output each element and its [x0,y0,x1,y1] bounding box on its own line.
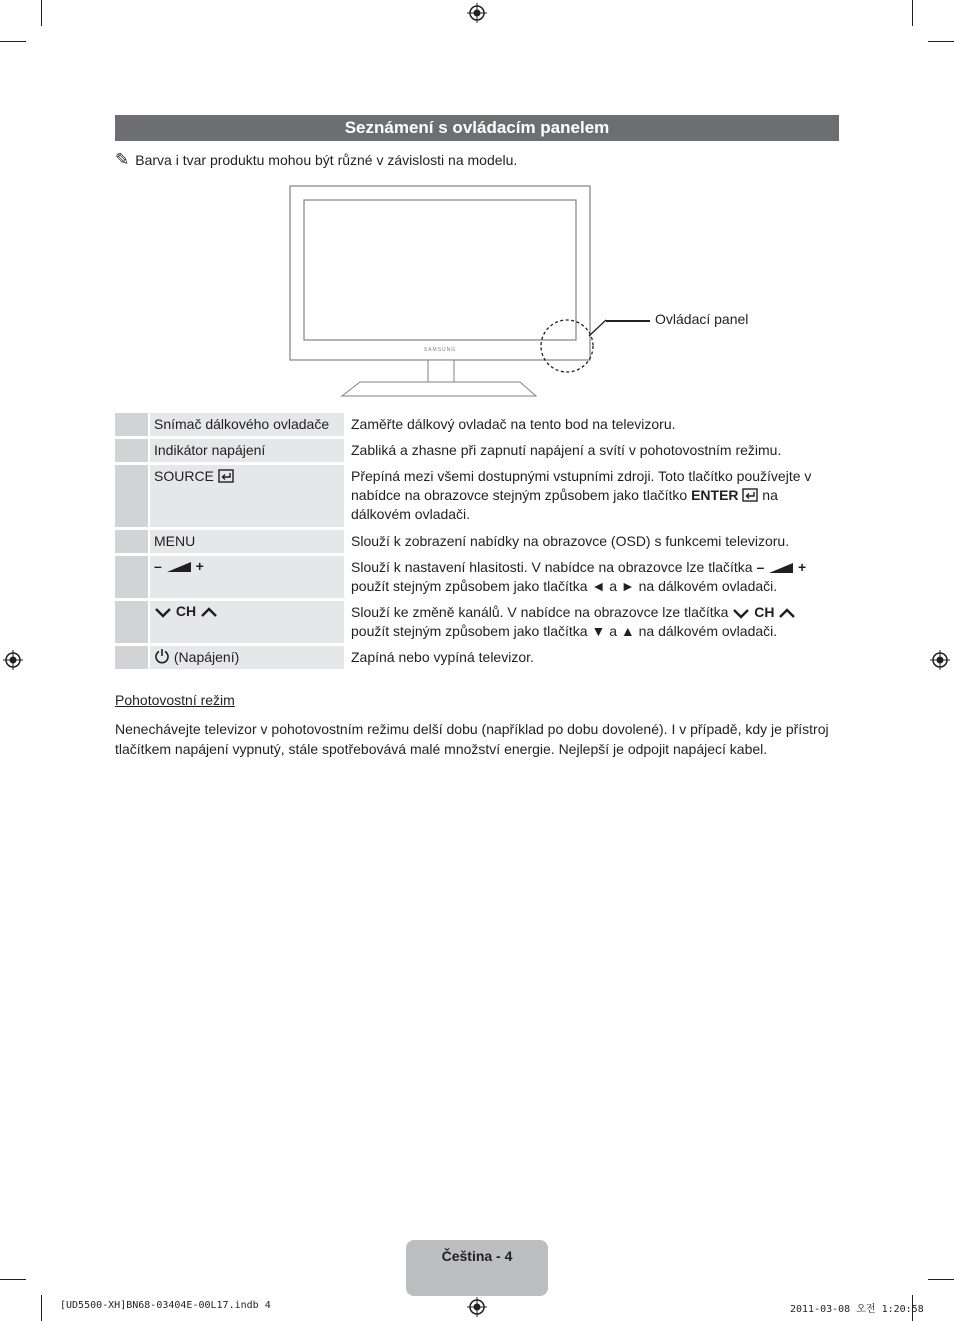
table-row [115,439,839,462]
crop-mark [928,41,954,42]
volume-wedge-icon [166,561,192,573]
chevron-up-icon [778,607,796,619]
table-row [115,601,839,643]
file-slug: [UD5500-XH]BN68-03404E-00L17.indb 4 [60,1300,271,1311]
crop-mark [0,1279,26,1280]
callout-line [606,320,650,322]
registration-mark-icon [3,650,23,670]
enter-icon [218,469,234,483]
control-desc: Slouží k nastavení hlasitosti. V nabídce na obrazovce lze tlačítka – + použít stejným způsobem jako tlačítka ◄ a ► na dálkovém ovladači. [351,559,807,594]
control-name: MENU [154,533,196,549]
control-name: Indikátor napájení [154,442,266,458]
table-row [115,530,839,553]
crop-mark [0,41,26,42]
table-row [115,646,839,669]
control-desc: Slouží k zobrazení nabídky na obrazovce (OSD) s funkcemi televizoru. [351,533,790,549]
volume-wedge-icon [768,562,794,574]
enter-icon [742,488,758,502]
control-name-source: SOURCE [154,468,214,484]
section-title: Seznámení s ovládacím panelem [115,115,839,141]
control-desc: Zaměřte dálkový ovladač na tento bod na televizoru. [351,416,676,432]
control-panel-callout: Ovládací panel [655,311,749,327]
table-row [115,465,839,527]
power-icon [154,648,170,664]
registration-mark-icon [467,1297,487,1317]
control-name: Snímač dálkového ovladače [154,416,330,432]
table-row [115,556,839,598]
registration-mark-icon [467,3,487,23]
note-text: Barva i tvar produktu mohou být různé v závislosti na modelu. [135,152,518,168]
volume-minus-label: – [154,558,162,574]
chevron-down-icon [732,607,750,619]
crop-mark [912,0,913,26]
standby-paragraph: Nenechávejte televizor v pohotovostním režimu delší dobu (například po dobu dovolené). I v případě, kdy je přístroj tlačítkem napájení vypnutý, stále spotřebovává malé množství energie. Nejlepší je odpojit napájecí kabel. [115,721,829,757]
control-desc: Přepíná mezi všemi dostupnými vstupními zdroji. Toto tlačítko používejte v nabídce na obrazovce stejným způsobem jako tlačítko ENTER na dálkovém ovladači. [351,468,812,522]
crop-mark [41,1295,42,1321]
volume-plus-label: + [195,558,204,574]
channel-label: CH [175,603,197,619]
control-desc: Slouží ke změně kanálů. V nabídce na obrazovce lze tlačítka CH použít stejným způsobem jako tlačítka ▼ a ▲ na dálkovém ovladači. [347,601,839,643]
control-desc: Zapíná nebo vypíná televizor. [351,649,534,665]
control-name: (Napájení) [173,649,240,665]
pencil-note-icon: ✎ [115,150,130,169]
control-table [115,410,839,672]
tv-brand-label: SAMSUNG [423,347,457,353]
table-row [115,413,839,436]
chevron-down-icon [154,606,172,618]
chevron-up-icon [200,606,218,618]
crop-mark [928,1279,954,1280]
page-label: Čeština - 4 [441,1248,513,1264]
crop-mark [41,0,42,26]
page-number-tab [406,1240,548,1296]
registration-mark-icon [930,650,950,670]
standby-heading: Pohotovostní režim [115,692,235,708]
tv-illustration [286,184,606,404]
note [115,150,517,170]
control-desc: Zabliká a zhasne při zapnutí napájení a svítí v pohotovostním režimu. [351,442,782,458]
date-slug: 2011-03-08 오전 1:20:58 [790,1304,924,1315]
